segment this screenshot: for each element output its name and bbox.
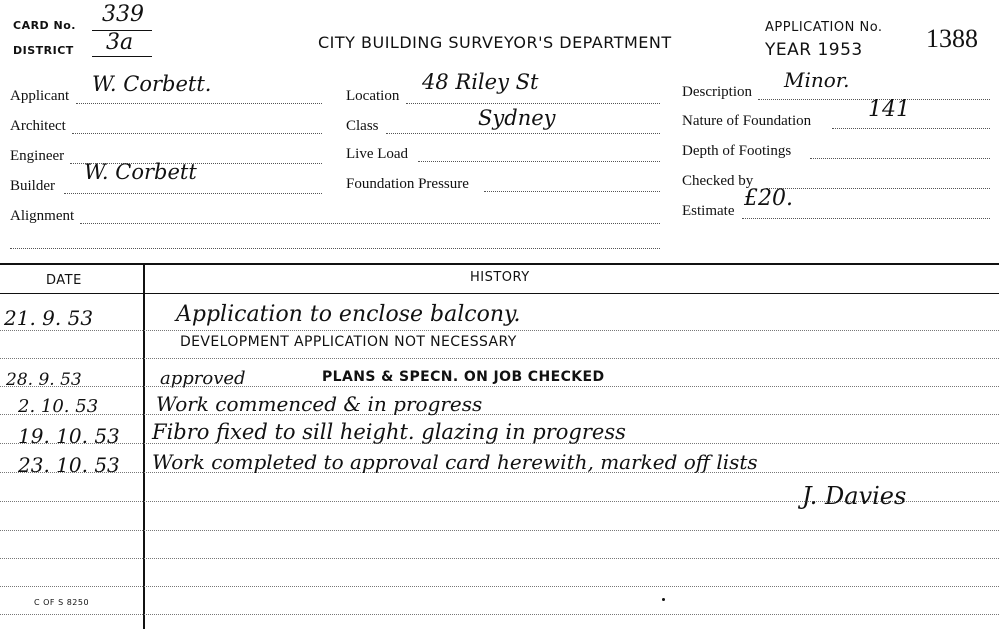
description-value: Minor. bbox=[784, 68, 850, 92]
location-line bbox=[406, 103, 660, 104]
architect-label: Architect bbox=[10, 118, 66, 134]
history-date: 28. 9. 53 bbox=[6, 370, 82, 390]
class-line bbox=[386, 133, 660, 134]
district-line bbox=[92, 56, 152, 57]
signature: J. Davies bbox=[802, 482, 907, 510]
alignment-line bbox=[80, 223, 660, 224]
applicant-value: W. Corbett. bbox=[92, 72, 212, 96]
history-top-rule bbox=[0, 263, 999, 265]
applicant-label: Applicant bbox=[10, 88, 70, 104]
nature-foundation-value: 141 bbox=[868, 97, 910, 122]
history-stamp: PLANS & SPECN. ON JOB CHECKED bbox=[322, 369, 605, 385]
applicant-line bbox=[76, 103, 322, 104]
depth-footings-label: Depth of Footings bbox=[682, 143, 792, 159]
foundation-pressure-line bbox=[484, 191, 660, 192]
location-label: Location bbox=[346, 88, 400, 104]
history-text: Work commenced & in progress bbox=[156, 392, 483, 416]
history-text: approved bbox=[160, 368, 246, 389]
history-text: Fibro fixed to sill height. glazing in progress bbox=[152, 420, 626, 444]
class-label: Class bbox=[346, 118, 379, 134]
header-bottom-rule bbox=[0, 293, 999, 294]
builder-label: Builder bbox=[10, 178, 55, 194]
nature-foundation-label: Nature of Foundation bbox=[682, 113, 812, 129]
class-value: Sydney bbox=[478, 106, 556, 130]
estimate-line bbox=[742, 218, 990, 219]
builder-line bbox=[64, 193, 322, 194]
ruled-line bbox=[0, 414, 999, 415]
description-label: Description bbox=[682, 84, 752, 100]
estimate-value: £20. bbox=[744, 186, 793, 211]
ruled-line bbox=[0, 330, 999, 331]
card-no-value: 339 bbox=[102, 2, 144, 27]
application-no-label: APPLICATION No. bbox=[765, 20, 883, 35]
ink-mark bbox=[662, 598, 665, 601]
location-value: 48 Riley St bbox=[422, 70, 539, 94]
district-value: 3a bbox=[106, 30, 134, 55]
card-no-label: CARD No. bbox=[13, 19, 76, 32]
print-code: C OF S 8250 bbox=[34, 598, 90, 607]
live-load-label: Live Load bbox=[346, 146, 409, 162]
foundation-pressure-label: Foundation Pressure bbox=[346, 176, 469, 192]
ruled-line bbox=[0, 614, 999, 615]
architect-line bbox=[72, 133, 322, 134]
ruled-line bbox=[0, 530, 999, 531]
department-title: CITY BUILDING SURVEYOR'S DEPARTMENT bbox=[318, 33, 672, 52]
year-label: YEAR 1953 bbox=[765, 40, 863, 60]
district-label: DISTRICT bbox=[13, 44, 74, 57]
ruled-line bbox=[0, 558, 999, 559]
history-text: Work completed to approval card herewith, marked off lists bbox=[152, 450, 758, 474]
history-date: 2. 10. 53 bbox=[18, 396, 99, 417]
builder-value: W. Corbett bbox=[84, 160, 197, 184]
history-column-divider bbox=[143, 263, 145, 629]
depth-footings-line bbox=[810, 158, 990, 159]
history-header: HISTORY bbox=[470, 270, 530, 285]
checked-by-label: Checked by bbox=[682, 173, 754, 189]
alignment-label: Alignment bbox=[10, 208, 75, 224]
checked-by-line bbox=[766, 188, 990, 189]
history-stamp: DEVELOPMENT APPLICATION NOT NECESSARY bbox=[180, 334, 517, 350]
ruled-line bbox=[0, 586, 999, 587]
date-header: DATE bbox=[46, 273, 82, 288]
nature-foundation-line bbox=[832, 128, 990, 129]
blank-line bbox=[10, 248, 660, 249]
ruled-line bbox=[0, 386, 999, 387]
ruled-line bbox=[0, 358, 999, 359]
history-date: 21. 9. 53 bbox=[4, 306, 94, 330]
history-text: Application to enclose balcony. bbox=[176, 302, 521, 327]
history-date: 19. 10. 53 bbox=[18, 424, 120, 448]
history-date: 23. 10. 53 bbox=[18, 453, 120, 477]
estimate-label: Estimate bbox=[682, 203, 735, 219]
live-load-line bbox=[418, 161, 660, 162]
engineer-label: Engineer bbox=[10, 148, 65, 164]
application-number: 1388 bbox=[926, 24, 978, 53]
